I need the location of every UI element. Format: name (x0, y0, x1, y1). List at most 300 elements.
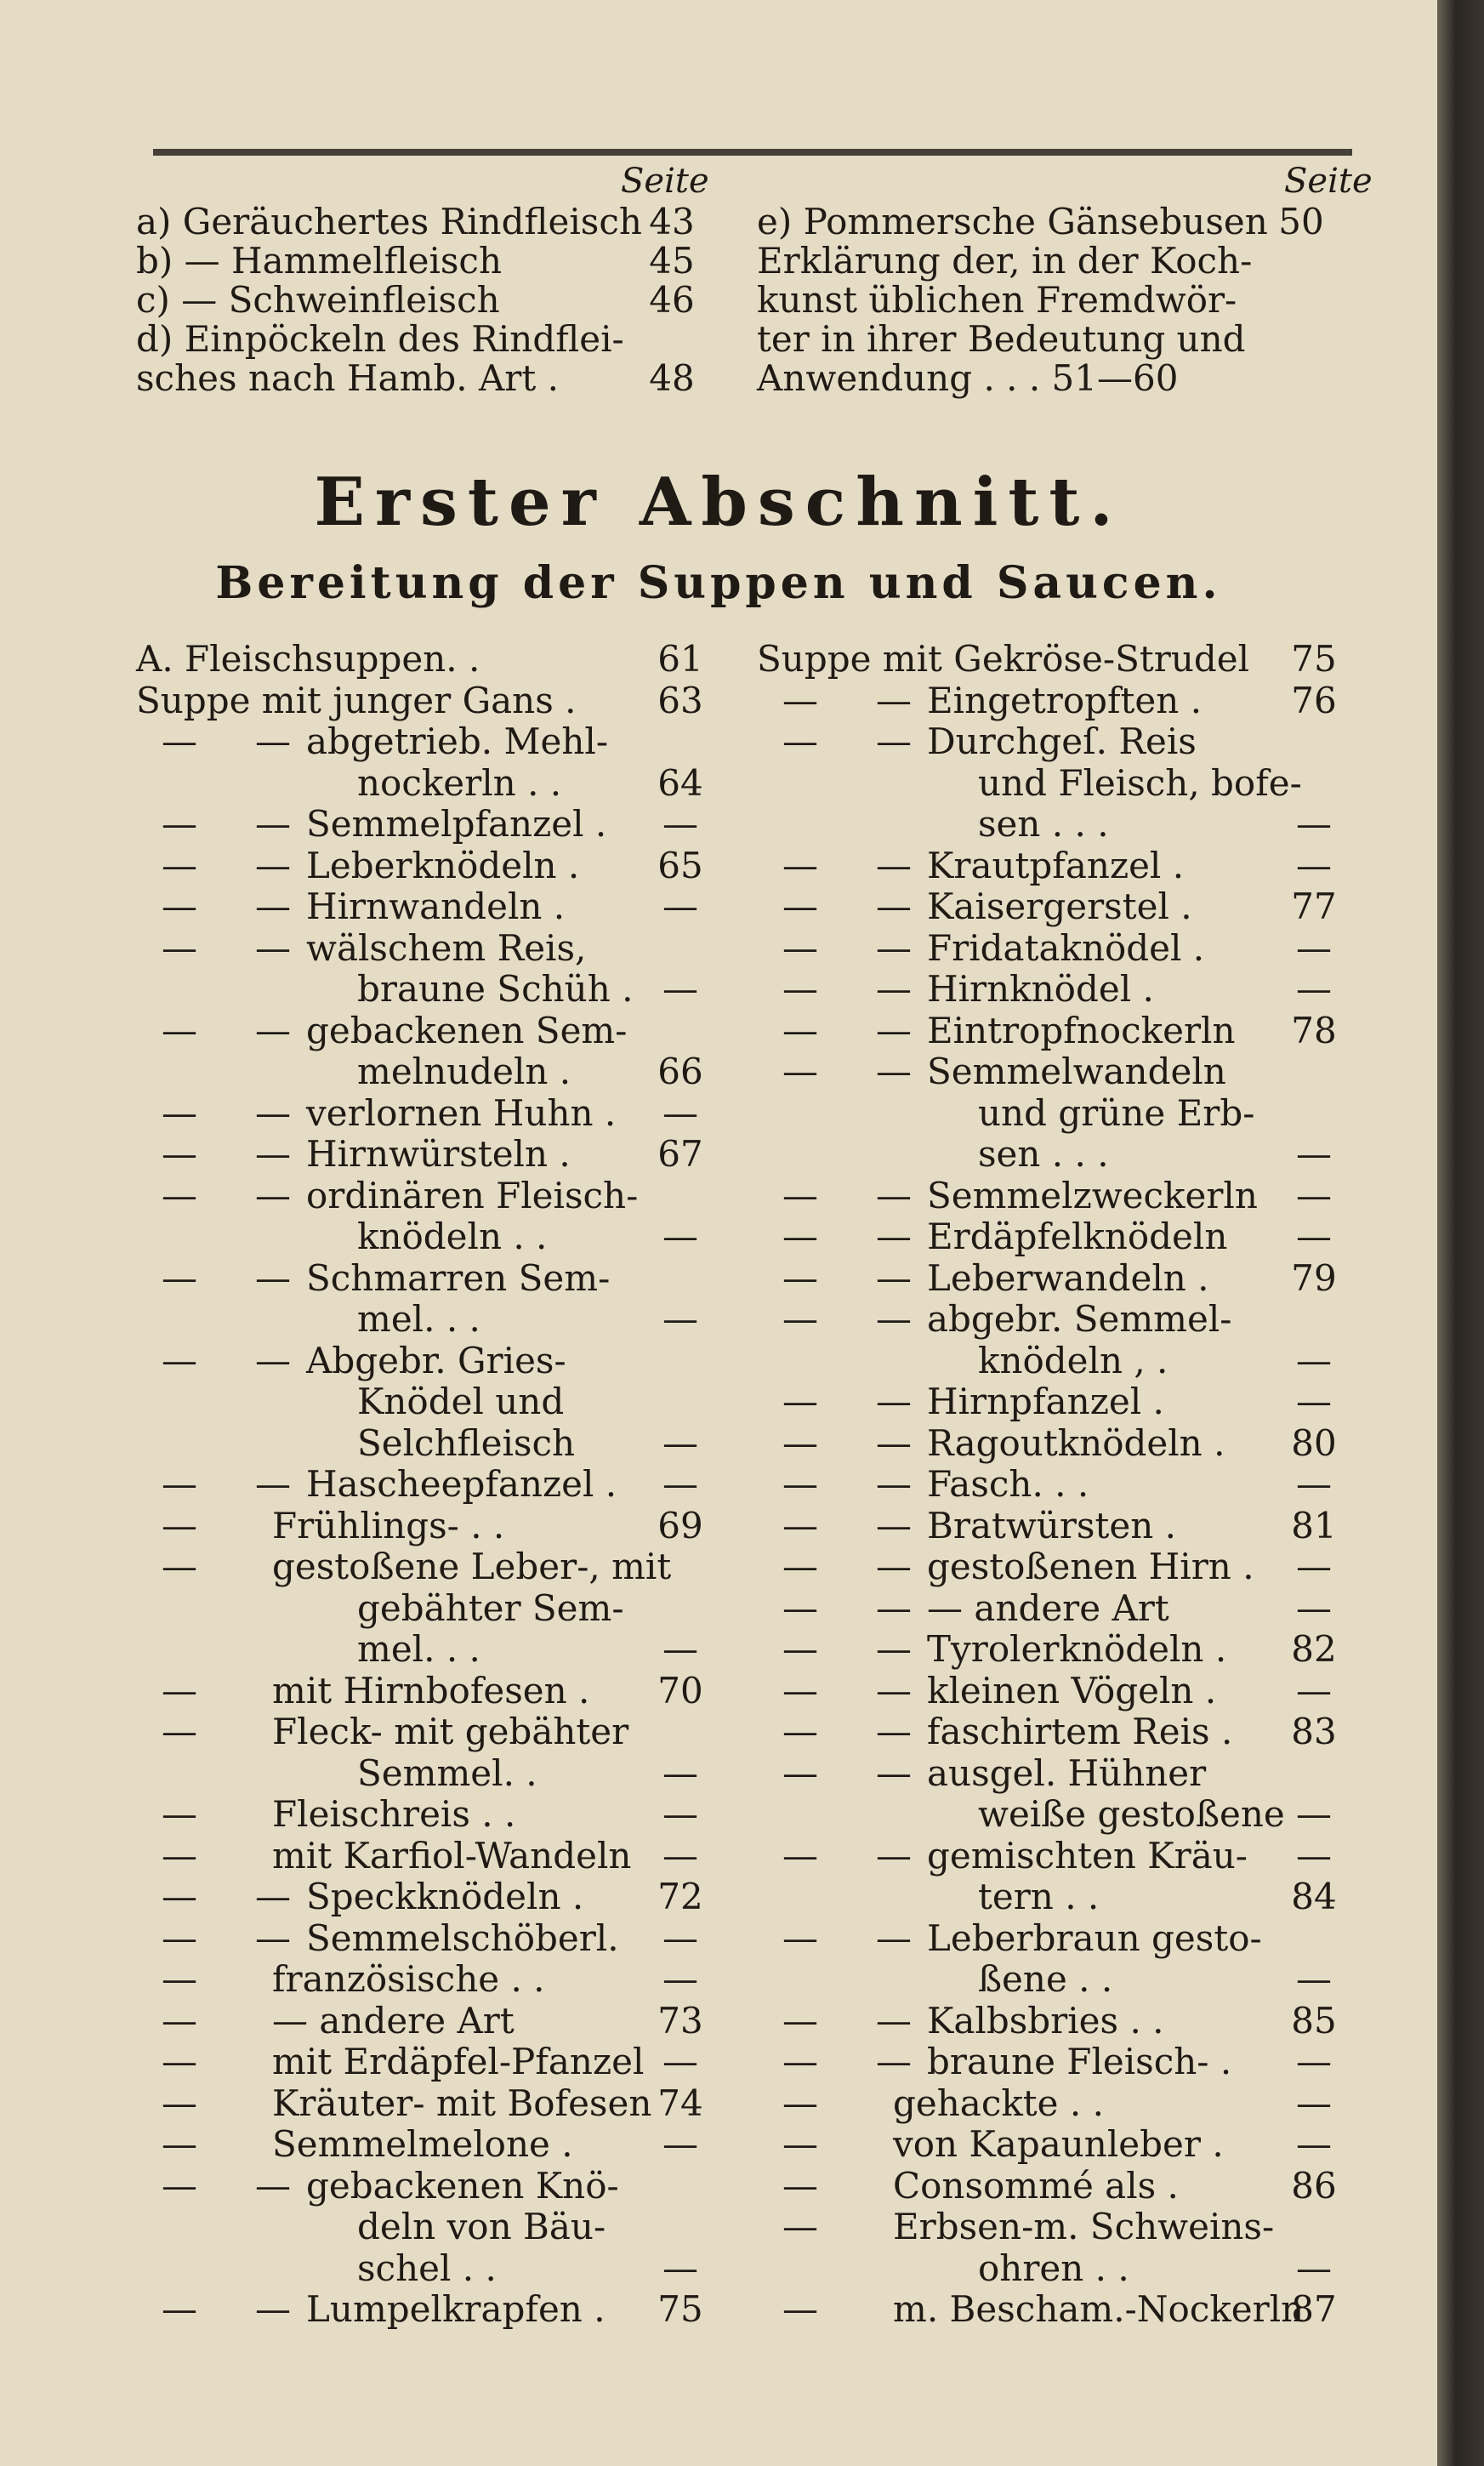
index-entry (757, 1094, 1369, 1133)
ditto-dash: — (255, 1340, 291, 1381)
ditto-dash: — (876, 886, 912, 927)
index-entry-text: Eingetropften . (927, 680, 1203, 721)
index-entry-text: mel. . . (357, 1628, 480, 1670)
header-entry (136, 359, 723, 398)
index-entry-text: Suppe mit junger Gans . (136, 680, 577, 721)
index-entry (757, 640, 1369, 679)
index-entry-text: mit Karfiol-Wandeln (272, 1835, 632, 1877)
ditto-dash: — (782, 1628, 818, 1670)
index-entry-text: Fleischreis . . (272, 1793, 516, 1835)
index-entry (136, 1960, 748, 1999)
ditto-dash: — (162, 1340, 197, 1381)
header-entry-text: Erklärung der, in der Koch- (757, 240, 1253, 282)
ditto-dash: — (782, 1711, 818, 1752)
header-entry-text: a) Geräuchertes Rindfleisch (136, 201, 642, 242)
index-entry-text: deln von Bäu- (357, 2206, 606, 2247)
ditto-dash: — (162, 2000, 197, 2042)
ditto-dash: — (782, 1546, 818, 1587)
index-entry (136, 2125, 748, 2164)
index-entry (136, 970, 748, 1009)
ditto-dash: — (876, 1917, 912, 1959)
index-entry-page: 80 (1291, 1422, 1337, 1464)
index-entry (757, 1506, 1369, 1546)
index-entry-text: Frühlings- . . (272, 1505, 505, 1546)
index-entry-page: — (662, 2041, 698, 2082)
index-entry-text: Abgebr. Gries- (306, 1340, 566, 1381)
header-entry-text: e) Pommersche Gänsebusen (757, 201, 1268, 242)
index-entry-text: weiße gestoßene (978, 1793, 1285, 1835)
ditto-dash: — (162, 2041, 197, 2082)
index-entry-text: Kaisergerstel . (927, 886, 1192, 927)
ditto-dash: — (782, 2000, 818, 2042)
index-entry (757, 1300, 1369, 1339)
index-entry-text: Fridataknödel . (927, 927, 1205, 969)
index-entry-text: Consommé als . (893, 2165, 1179, 2207)
index-entry-text: faschirtem Reis . (927, 1711, 1233, 1752)
index-entry (757, 1672, 1369, 1711)
index-entry (136, 805, 748, 844)
index-entry-text: Kräuter- mit Bofesen (272, 2082, 652, 2124)
index-entry-page: — (1296, 927, 1332, 969)
ditto-dash: — (162, 1876, 197, 1917)
index-entry-text: Fasch. . . (927, 1463, 1089, 1505)
index-entry-page: — (662, 1628, 698, 1670)
ditto-dash: — (782, 1587, 818, 1629)
index-entry-text: Leberbraun gesto- (927, 1917, 1262, 1959)
index-entry-page: 87 (1291, 2288, 1337, 2330)
ditto-dash: — (162, 1917, 197, 1959)
ditto-dash: — (255, 2165, 291, 2207)
index-entry-page: 67 (657, 1133, 703, 1175)
index-entry-text: gestoßenen Hirn . (927, 1546, 1254, 1587)
seite-label-right: Seite (1284, 162, 1373, 201)
ditto-dash: — (162, 1463, 197, 1505)
header-entry (136, 202, 723, 242)
index-entry-text: Semmelschöberl. (306, 1917, 619, 1959)
header-entry-text: c) — Schweinfleisch (136, 279, 500, 321)
ditto-dash: — (162, 2082, 197, 2124)
index-entry (136, 2249, 748, 2288)
index-entry (757, 2207, 1369, 2247)
index-entry-text: schel . . (357, 2247, 497, 2289)
header-entry-text: sches nach Hamb. Art . (136, 357, 559, 399)
ditto-dash: — (782, 927, 818, 969)
ditto-dash: — (782, 1505, 818, 1546)
header-entry-text: kunst üblichen Fremdwör- (757, 279, 1237, 321)
index-entry (136, 1712, 748, 1751)
ditto-dash: — (255, 845, 291, 886)
index-entry-page: 83 (1291, 1711, 1337, 1752)
index-entry-text: Fleck- mit gebähter (272, 1711, 629, 1752)
index-entry (757, 846, 1369, 886)
index-entry-text: m. Bescham.-Nockerln (893, 2288, 1305, 2330)
ditto-dash: — (876, 1010, 912, 1051)
ditto-dash: — (255, 1175, 291, 1216)
ditto-dash: — (255, 803, 291, 845)
ditto-dash: — (162, 927, 197, 969)
index-entry-page: — (662, 803, 698, 845)
index-entry (757, 2002, 1369, 2041)
index-entry-text: kleinen Vögeln . (927, 1670, 1217, 1711)
index-entry (757, 2167, 1369, 2206)
index-entry-page: 73 (657, 2000, 703, 2042)
index-entry-page: — (1296, 1546, 1332, 1587)
header-entry-text: Anwendung . . . 51—60 (757, 357, 1179, 399)
ditto-dash: — (162, 803, 197, 845)
index-entry-page: 64 (657, 762, 703, 804)
index-entry (136, 1176, 748, 1216)
index-entry (136, 1589, 748, 1628)
index-entry (757, 1341, 1369, 1381)
index-entry-text: Durchgeſ. Reis (927, 720, 1197, 762)
ditto-dash: — (782, 1670, 818, 1711)
ditto-dash: — (255, 1010, 291, 1051)
index-entry-text: knödeln , . (978, 1340, 1168, 1381)
index-entry (757, 1135, 1369, 1174)
index-entry-page: 86 (1291, 2165, 1337, 2207)
ditto-dash: — (782, 2165, 818, 2207)
index-entry-page: — (1296, 1175, 1332, 1216)
ditto-dash: — (162, 1133, 197, 1175)
ditto-dash: — (255, 1876, 291, 1917)
header-entry (136, 242, 723, 281)
index-entry (136, 2290, 748, 2329)
index-entry (136, 1341, 748, 1381)
index-entry (757, 1424, 1369, 1463)
index-entry-text: tern . . (978, 1876, 1100, 1917)
index-entry-text: Semmelzweckerln (927, 1175, 1258, 1216)
ditto-dash: — (162, 1257, 197, 1299)
index-entry (757, 1712, 1369, 1751)
header-entry-text: b) — Hammelfleisch (136, 240, 503, 282)
index-entry (757, 2125, 1369, 2164)
ditto-dash: — (876, 1257, 912, 1299)
header-entry (757, 202, 1352, 242)
index-entry-text: braune Fleisch- . (927, 2041, 1232, 2082)
ditto-dash: — (782, 1010, 818, 1051)
index-entry-text: Semmelpfanzel . (306, 803, 607, 845)
section-subtitle: Bereitung der Suppen und Saucen. (215, 557, 1222, 609)
ditto-dash: — (162, 1092, 197, 1134)
index-entry (136, 2167, 748, 2206)
index-entry (136, 2207, 748, 2247)
ditto-dash: — (255, 1463, 291, 1505)
header-entry-page: 50 (1278, 201, 1324, 242)
index-entry-text: Speckknödeln . (306, 1876, 584, 1917)
ditto-dash: — (782, 1752, 818, 1794)
index-entry-text: von Kapaunleber . (893, 2123, 1224, 2165)
index-entry-text: gebähter Sem- (357, 1587, 624, 1629)
index-entry-page: — (662, 2247, 698, 2289)
index-entry (757, 1176, 1369, 1216)
index-entry-page: — (662, 1793, 698, 1835)
index-entry-page: 79 (1291, 1257, 1337, 1299)
index-entry-page: 75 (657, 2288, 703, 2330)
ditto-dash: — (782, 1381, 818, 1422)
index-entry-page: — (1296, 803, 1332, 845)
ditto-dash: — (782, 680, 818, 721)
index-entry-text: ausgel. Hühner (927, 1752, 1207, 1794)
index-entry (136, 681, 748, 720)
index-entry-text: melnudeln . (357, 1051, 571, 1092)
index-entry (136, 1094, 748, 1133)
index-entry-text: Hirnwürsteln . (306, 1133, 571, 1175)
index-entry (136, 1877, 748, 1916)
ditto-dash: — (162, 1958, 197, 2000)
index-entry (136, 640, 748, 679)
index-entry-page: — (662, 968, 698, 1010)
index-entry-page: — (1296, 1216, 1332, 1257)
header-entry (136, 281, 723, 320)
index-entry-page: — (662, 1958, 698, 2000)
index-entry-text: Selchfleisch (357, 1422, 576, 1464)
index-entry-text: sen . . . (978, 803, 1109, 845)
ditto-dash: — (255, 1133, 291, 1175)
index-entry (136, 2084, 748, 2123)
index-entry (757, 764, 1369, 803)
ditto-dash: — (162, 1793, 197, 1835)
index-entry-text: mel. . . (357, 1298, 480, 1340)
index-entry-text: abgebr. Semmel- (927, 1298, 1232, 1340)
ditto-dash: — (255, 1257, 291, 1299)
index-entry (757, 970, 1369, 1009)
ditto-dash: — (255, 1092, 291, 1134)
index-entry (136, 1919, 748, 1958)
ditto-dash: — (782, 1463, 818, 1505)
index-entry-page: — (662, 886, 698, 927)
index-entry (757, 2042, 1369, 2082)
index-entry (136, 1011, 748, 1051)
index-entry-text: Bratwürsten . (927, 1505, 1176, 1546)
ditto-dash: — (162, 845, 197, 886)
header-entry-page: 45 (649, 240, 695, 282)
index-entry-text: braune Schüh . (357, 968, 634, 1010)
index-entry-page: — (1296, 2247, 1332, 2289)
book-spine-edge (1437, 0, 1484, 2466)
index-entry-page: 85 (1291, 2000, 1337, 2042)
index-entry-page: 70 (657, 1670, 703, 1711)
index-entry-text: Tyrolerknödeln . (927, 1628, 1227, 1670)
index-entry-text: gehackte . . (893, 2082, 1104, 2124)
index-entry (136, 2002, 748, 2041)
index-entry-page: 78 (1291, 1010, 1337, 1051)
index-entry-text: gestoßene Leber-, mit (272, 1546, 672, 1587)
index-entry-page: — (1296, 1340, 1332, 1381)
ditto-dash: — (255, 720, 291, 762)
ditto-dash: — (255, 886, 291, 927)
index-entry-page: — (1296, 2123, 1332, 2165)
index-entry-text: gebackenen Sem- (306, 1010, 628, 1051)
index-entry (136, 1630, 748, 1669)
index-entry-text: gebackenen Knö- (306, 2165, 619, 2207)
index-entry-page: — (662, 1092, 698, 1134)
index-entry (757, 1011, 1369, 1051)
index-entry-text: Hirnpfanzel . (927, 1381, 1164, 1422)
index-entry-page: — (1296, 1381, 1332, 1422)
index-entry (757, 722, 1369, 761)
ditto-dash: — (255, 927, 291, 969)
index-entry (136, 1754, 748, 1793)
ditto-dash: — (162, 720, 197, 762)
index-entry-page: — (1296, 1463, 1332, 1505)
index-entry (757, 1754, 1369, 1793)
ditto-dash: — (782, 845, 818, 886)
header-entry-page: 48 (649, 357, 695, 399)
index-entry-text: — andere Art (272, 2000, 515, 2042)
ditto-dash: — (782, 1835, 818, 1877)
index-entry-page: — (662, 1835, 698, 1877)
index-entry-page: 69 (657, 1505, 703, 1546)
index-entry (136, 1135, 748, 1174)
ditto-dash: — (162, 886, 197, 927)
ditto-dash: — (876, 680, 912, 721)
index-entry-text: A. Fleischsuppen. . (136, 638, 480, 680)
ditto-dash: — (876, 845, 912, 886)
index-entry-text: wälschem Reis, (306, 927, 587, 969)
index-entry-text: Erbsen-m. Schweins- (893, 2206, 1275, 2247)
ditto-dash: — (162, 2288, 197, 2330)
ditto-dash: — (255, 1917, 291, 1959)
ditto-dash: — (782, 886, 818, 927)
index-entry-text: Hascheepfanzel . (306, 1463, 617, 1505)
index-entry-text: ßene . . (978, 1958, 1113, 2000)
index-entry-text: Eintropfnockerln (927, 1010, 1236, 1051)
index-entry (136, 1424, 748, 1463)
index-entry-text: verlornen Huhn . (306, 1092, 617, 1134)
ditto-dash: — (876, 2000, 912, 2042)
ditto-dash: — (782, 1257, 818, 1299)
header-entry-page: 46 (649, 279, 695, 321)
index-entry-text: ohren . . (978, 2247, 1129, 2289)
ditto-dash: — (876, 1587, 912, 1629)
index-entry (757, 1589, 1369, 1628)
ditto-dash: — (782, 1216, 818, 1257)
ditto-dash: — (876, 1051, 912, 1092)
index-entry (757, 1837, 1369, 1876)
index-entry (757, 1960, 1369, 1999)
index-entry-text: Suppe mit Gekröse-Strudel (757, 638, 1250, 680)
index-entry-page: 66 (657, 1051, 703, 1092)
ditto-dash: — (162, 1175, 197, 1216)
ditto-dash: — (876, 927, 912, 969)
index-entry (136, 1672, 748, 1711)
index-entry-page: — (662, 2123, 698, 2165)
header-entry (757, 242, 1352, 281)
index-entry (136, 1837, 748, 1876)
index-entry-text: Semmelmelone . (272, 2123, 573, 2165)
ditto-dash: — (876, 2041, 912, 2082)
index-entry (757, 1919, 1369, 1958)
index-entry-text: Leberwandeln . (927, 1257, 1209, 1299)
ditto-dash: — (782, 2288, 818, 2330)
index-entry (136, 722, 748, 761)
index-entry-page: 77 (1291, 886, 1337, 927)
index-entry-text: — andere Art (927, 1587, 1169, 1629)
ditto-dash: — (876, 1670, 912, 1711)
index-entry (757, 1630, 1369, 1669)
index-entry (136, 1547, 748, 1586)
index-entry-page: 75 (1291, 638, 1337, 680)
index-entry-text: ordinären Fleisch- (306, 1175, 639, 1216)
ditto-dash: — (782, 1051, 818, 1092)
section-title: Erster Abschnitt. (314, 464, 1123, 541)
ditto-dash: — (162, 1505, 197, 1546)
index-entry-text: mit Erdäpfel-Pfanzel (272, 2041, 645, 2082)
ditto-dash: — (876, 1298, 912, 1340)
ditto-dash: — (162, 1711, 197, 1752)
header-entry (757, 359, 1352, 398)
ditto-dash: — (876, 1505, 912, 1546)
ditto-dash: — (782, 2041, 818, 2082)
index-entry-text: französische . . (272, 1958, 545, 2000)
ditto-dash: — (876, 1422, 912, 1464)
index-entry (757, 1465, 1369, 1504)
ditto-dash: — (876, 1216, 912, 1257)
ditto-dash: — (255, 2288, 291, 2330)
ditto-dash: — (162, 1670, 197, 1711)
index-entry-text: Kalbsbries . . (927, 2000, 1164, 2042)
ditto-dash: — (876, 1711, 912, 1752)
index-entry-page: 81 (1291, 1505, 1337, 1546)
index-entry-page: — (662, 1917, 698, 1959)
index-entry-page: — (662, 1463, 698, 1505)
index-entry-page: — (662, 1752, 698, 1794)
index-entry-page: — (662, 1422, 698, 1464)
index-entry (136, 1217, 748, 1256)
ditto-dash: — (876, 1752, 912, 1794)
index-entry-text: Ragoutknödeln . (927, 1422, 1225, 1464)
index-entry (757, 1382, 1369, 1421)
index-entry (136, 1052, 748, 1091)
index-entry (136, 1465, 748, 1504)
index-entry-page: 63 (657, 680, 703, 721)
index-entry-page: 76 (1291, 680, 1337, 721)
ditto-dash: — (876, 1546, 912, 1587)
index-entry (757, 1795, 1369, 1834)
header-entry (757, 281, 1352, 320)
index-entry-page: 61 (657, 638, 703, 680)
index-entry (136, 1795, 748, 1834)
index-entry-text: und grüne Erb- (978, 1092, 1255, 1134)
header-entry-text: d) Einpöckeln des Rindflei- (136, 318, 624, 360)
index-entry-text: mit Hirnbofesen . (272, 1670, 590, 1711)
ditto-dash: — (876, 1463, 912, 1505)
index-entry-text: Lumpelkrapfen . (306, 2288, 606, 2330)
index-entry (136, 1300, 748, 1339)
index-entry-page: 84 (1291, 1876, 1337, 1917)
index-entry-page: 72 (657, 1876, 703, 1917)
index-entry (757, 1259, 1369, 1298)
index-entry (757, 887, 1369, 926)
ditto-dash: — (782, 2123, 818, 2165)
ditto-dash: — (162, 2123, 197, 2165)
index-entry (136, 764, 748, 803)
index-entry-text: Krautpfanzel . (927, 845, 1185, 886)
index-entry (136, 1382, 748, 1421)
ditto-dash: — (782, 1175, 818, 1216)
index-entry-text: Leberknödeln . (306, 845, 580, 886)
index-entry-text: Hirnknödel . (927, 968, 1154, 1010)
ditto-dash: — (782, 968, 818, 1010)
index-entry (757, 1877, 1369, 1916)
index-entry-text: gemischten Kräu- (927, 1835, 1248, 1877)
ditto-dash: — (782, 2082, 818, 2124)
ditto-dash: — (876, 968, 912, 1010)
index-entry-page: 74 (657, 2082, 703, 2124)
ditto-dash: — (782, 1917, 818, 1959)
ditto-dash: — (782, 1422, 818, 1464)
header-entry (757, 320, 1352, 359)
